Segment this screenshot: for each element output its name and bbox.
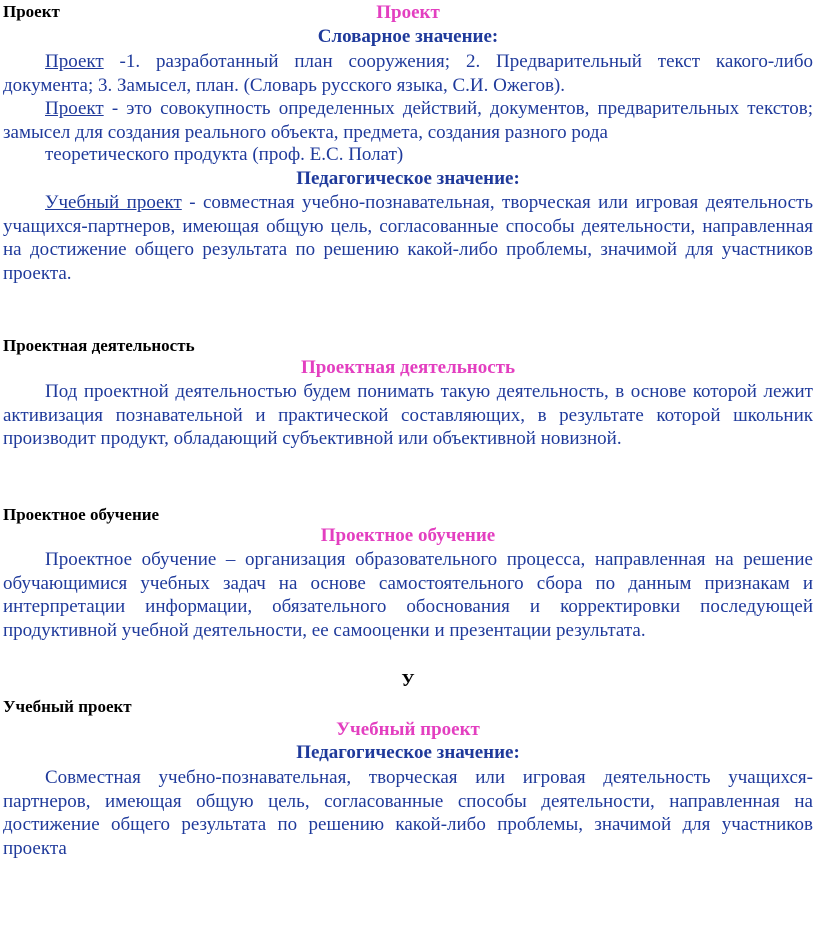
definition-paragraph-1 <box>3 50 813 97</box>
definition-term: Проект <box>45 98 104 119</box>
section-heading-learning: Проектное обучение <box>3 505 160 524</box>
section-title-learning: Проектное обучение <box>320 525 496 546</box>
section-title-edu-project: Учебный проект <box>336 719 480 740</box>
section-heading-project: Проект <box>3 2 60 21</box>
pedagogical-meaning-subtitle: Педагогическое значение: <box>296 168 520 189</box>
definition-text: - это совокупность определенных действий, документов, предварительных текстов; замысел для создания реального объекта, предмета, создания разного рода <box>3 98 813 143</box>
lone-letter: У <box>401 670 415 690</box>
section-heading-edu-project: Учебный проект <box>3 697 132 716</box>
definition-paragraph-2-tail: теоретического продукта (проф. Е.С. Полат) <box>45 144 404 165</box>
section-title-project: Проект <box>376 2 440 23</box>
pedagogical-definition-paragraph <box>3 191 813 285</box>
activity-paragraph: Под проектной деятельностью будем понимать такую деятельность, в основе которой лежит активизация познавательной и практической составляющих, в результате которой школьник производит продукт, обладающий субъективной или объективной новизной. <box>3 381 813 449</box>
section-title-activity: Проектная деятельность <box>300 357 516 378</box>
learning-paragraph: Проектное обучение – организация образовательного процесса, направленная на решение обучающимися учебных задач на основе самостоятельного сбора по данным признакам и интерпретации информации, обязательного обоснования и корректировки последующей продуктивной учебной деятельности, ее самооценки и презентации результата. <box>3 549 813 641</box>
edu-project-paragraph: Совместная учебно-познавательная, творческая или игровая деятельность учащихся-партнеров, имеющая общую цель, согласованные способы деятельности, направленная на достижение общего результата по решению какой-либо проблемы, значимой для участников проекта <box>3 767 813 859</box>
definition-paragraph-2 <box>3 97 813 144</box>
definition-text: - совместная учебно-познавательная, творческая или игровая деятельность учащихся-партнеров, имеющая общую цель, согласованные способы деятельности, направленная на достижение общего результата по решению какой-либо проблемы, значимой для участников проекта. <box>3 192 814 284</box>
definition-term: Учебный проект <box>45 192 182 213</box>
section-heading-activity: Проектная деятельность <box>3 336 195 355</box>
definition-term: Проект <box>45 51 104 72</box>
definition-text: -1. разработанный план сооружения; 2. Предварительный текст какого-либо документа; 3. Замысел, план. (Словарь русского языка, С.И. Ожегов). <box>3 51 813 96</box>
dictionary-meaning-subtitle: Словарное значение: <box>317 26 499 47</box>
pedagogical-meaning-subtitle-2: Педагогическое значение: <box>296 742 520 763</box>
